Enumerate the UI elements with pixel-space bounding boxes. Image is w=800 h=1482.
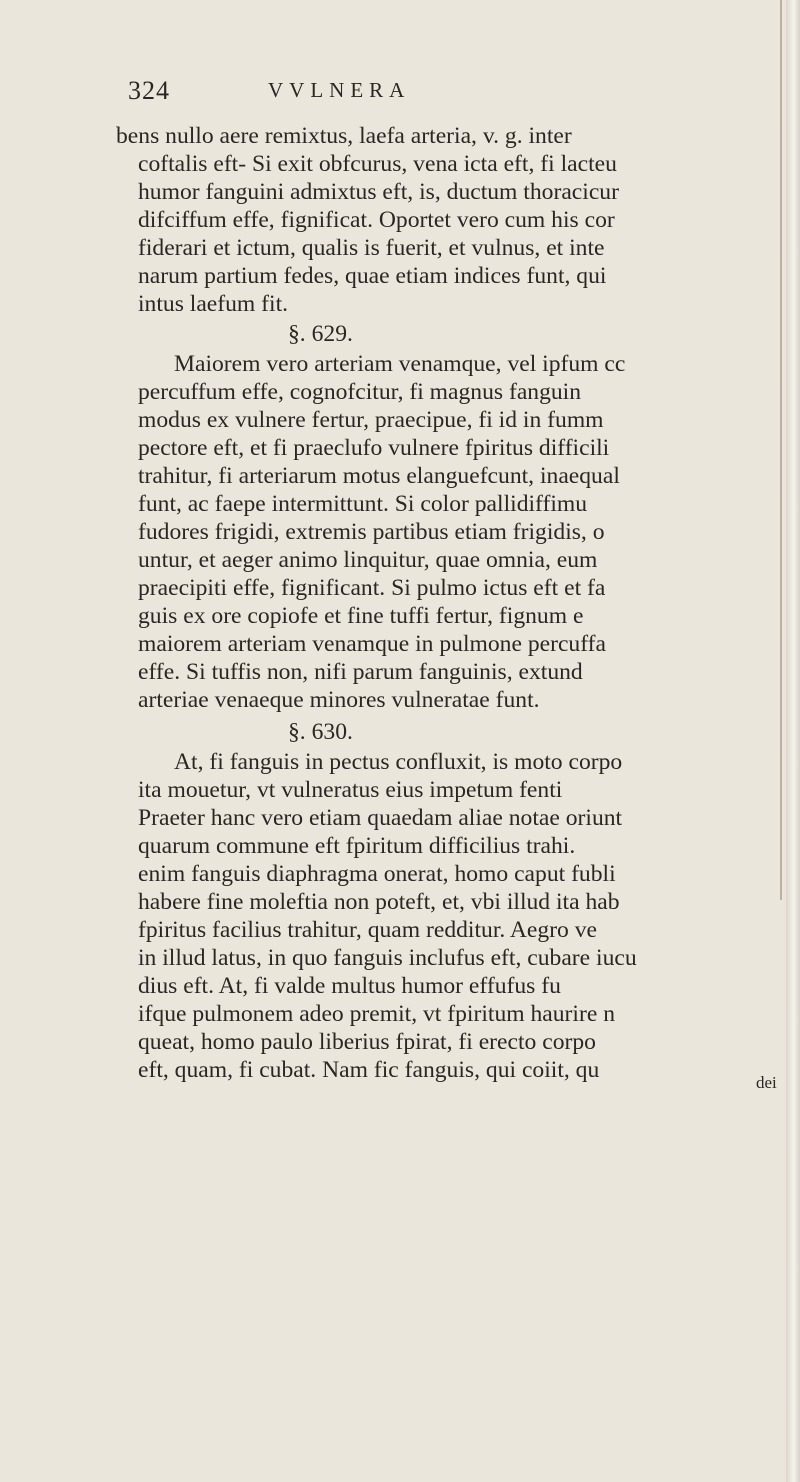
page-edge — [786, 0, 800, 1482]
overflow-syllable: dei — [756, 1073, 777, 1090]
text-line: fiderari et ictum, qualis is fuerit, et vulnus, et inte — [138, 235, 605, 261]
text-line: funt, ac faepe intermittunt. Si color pallidiffimu — [138, 491, 588, 517]
text-line: in illud latus, in quo fanguis inclufus eft, cubare iucu — [138, 945, 637, 971]
text-line: fpiritus facilius trahitur, quam redditur. Aegro ve — [138, 917, 598, 943]
text-line: At, fi fanguis in pectus confluxit, is moto corpo — [174, 749, 623, 775]
paragraph-1 — [116, 122, 788, 318]
body-text — [116, 122, 788, 1090]
text-line: enim fanguis diaphragma onerat, homo caput fubli — [138, 861, 616, 887]
text-line: intus laefum fit. — [138, 291, 289, 317]
text-line: Maiorem vero arteriam venamque, vel ipfum cc — [174, 351, 626, 377]
text-line: trahitur, fi arteriarum motus elanguefcunt, inaequal — [138, 463, 620, 489]
text-line: modus ex vulnere fertur, praecipue, fi id in fumm — [138, 407, 604, 433]
text-line: difciffum effe, fignificat. Oportet vero cum his cor — [138, 207, 615, 233]
text-line: percuffum effe, cognofcitur, fi magnus fanguin — [138, 379, 582, 405]
text-line: eft, quam, fi cubat. Nam fic fanguis, qui coiit, qu — [138, 1057, 600, 1083]
running-head: VVLNERA — [268, 78, 411, 102]
text-line: arteriae venaeque minores vulneratae funt. — [138, 687, 540, 713]
section-heading: §. 629. — [288, 321, 353, 347]
text-line: queat, homo paulo liberius fpirat, fi erecto corpo — [138, 1029, 596, 1055]
text-line: narum partium fedes, quae etiam indices funt, qui — [138, 263, 607, 289]
text-line: quarum commune eft fpiritum difficilius trahi. — [138, 833, 576, 859]
text-line: guis ex ore copiofe et fine tuffi fertur, fignum e — [138, 603, 584, 629]
text-line: ita mouetur, vt vulneratus eius impetum fenti — [138, 777, 563, 803]
text-line: humor fanguini admixtus eft, is, ductum thoracicur — [138, 179, 619, 205]
text-line: pectore eft, et fi praeclufo vulnere fpiritus difficili — [138, 435, 610, 461]
text-line: effe. Si tuffis non, nifi parum fanguinis, extund — [138, 659, 583, 685]
text-line: praecipiti effe, fignificant. Si pulmo ictus eft et fa — [138, 575, 606, 601]
text-line: Praeter hanc vero etiam quaedam aliae notae oriunt — [138, 805, 623, 831]
page-number: 324 — [128, 76, 170, 105]
paragraph-3 — [116, 748, 788, 1090]
text-line: untur, et aeger animo linquitur, quae omnia, eum — [138, 547, 598, 573]
text-line: coftalis eft- Si exit obfcurus, vena icta eft, fi lacteu — [138, 151, 617, 177]
text-line: habere fine moleftia non poteft, et, vbi illud ita hab — [138, 889, 620, 915]
text-line: dius eft. At, fi valde multus humor effufus fu — [138, 973, 561, 999]
paragraph-2 — [116, 350, 788, 714]
text-line: maiorem arteriam venamque in pulmone percuffa — [138, 631, 606, 657]
section-heading: §. 630. — [288, 719, 353, 745]
page-header — [128, 76, 748, 110]
text-line: fudores frigidi, extremis partibus etiam frigidis, o — [138, 519, 605, 545]
text-line: bens nullo aere remixtus, laefa arteria, v. g. inter — [116, 123, 572, 149]
text-line: ifque pulmonem adeo premit, vt fpiritum haurire n — [138, 1001, 615, 1027]
